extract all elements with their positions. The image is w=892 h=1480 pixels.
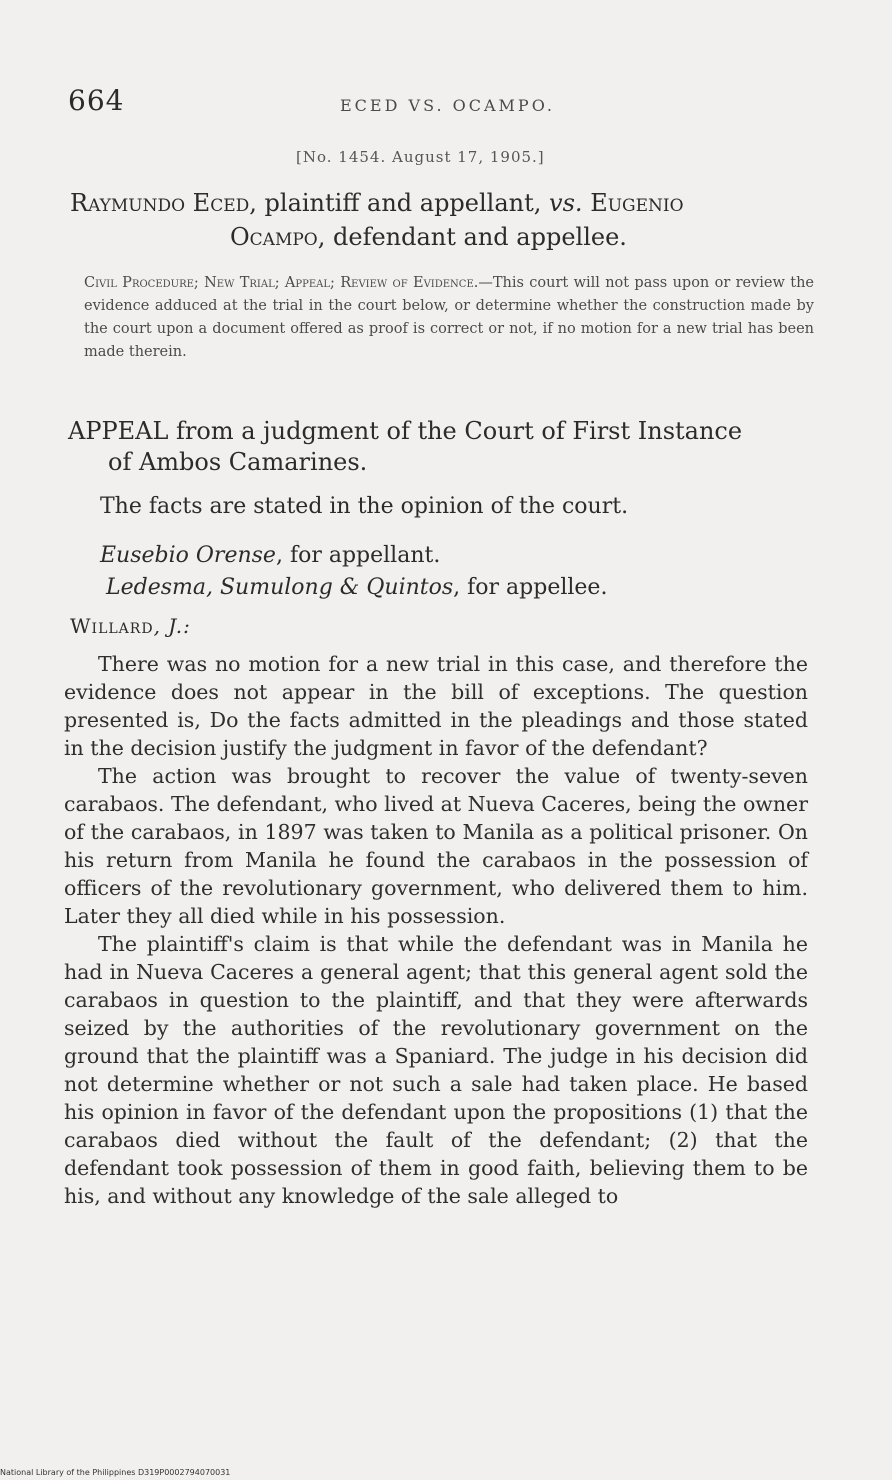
plaintiff-name: Raymundo Eced [70, 189, 250, 217]
plaintiff-role: , plaintiff and appellant, [249, 189, 550, 217]
opinion-paragraph: The plaintiff's claim is that while the defendant was in Manila he had in Nueva Caceres a general agent; that this general agent sold the carabaos in question to the plaintiff, and that they were afterwards seized by the authorities of the revolutionary government on the ground that the plaintiff was a Spaniard. The judge in his decision did not determine whether or not such a sale had taken place. He based his opinion in favor of the defendant upon the propositions (1) that the carabaos died without the fault of the defendant; (2) that the defendant took possession of them in good faith, believing them to be his, and without any knowledge of the sale alleged to [64, 932, 808, 1208]
case-parties [70, 186, 820, 254]
opinion-body [64, 650, 808, 1210]
defendant-first-name: Eugenio [590, 189, 684, 217]
syllabus [84, 272, 814, 364]
facts-statement: The facts are stated in the opinion of the court. [100, 494, 629, 519]
versus: vs. [549, 189, 583, 217]
case-number-date: [No. 1454. August 17, 1905.] [296, 148, 545, 166]
defendant-role: , defendant and appellee. [317, 223, 627, 251]
opinion-paragraph: The action was brought to recover the value of twenty-seven carabaos. The defendant, who lived at Nueva Caceres, being the owner of the carabaos, in 1897 was taken to Manila as a political prisoner. On his return from Manila he found the carabaos in the possession of officers of the revolutionary government, who delivered them to him. Later they all died while in his possession. [64, 764, 808, 928]
syllabus-heading: Civil Procedure; New Trial; Appeal; Review of Evidence. [84, 275, 479, 291]
appellee-counsel-name: Ledesma, Sumulong & Quintos [106, 575, 454, 600]
appeal-line1: from a judgment of the Court of First Instance [168, 417, 743, 445]
appeal-lead: APPEAL [68, 417, 169, 445]
syllabus-text: —This court will not pass upon or review the evidence adduced at the trial in the court below, or determine whether the construction made by the court upon a document offered as proof is correct or not, if no motion for a new trial has been made therein. [84, 275, 814, 360]
judge-heading [70, 614, 191, 638]
appellee-counsel-role: , for appellee. [453, 575, 608, 600]
page-number: 664 [68, 84, 125, 117]
judge-name: Willard [70, 614, 154, 638]
appeal-statement [68, 416, 818, 478]
appellant-counsel-role: , for appellant. [275, 543, 441, 568]
running-head: ECED VS. OCAMPO. [340, 96, 555, 115]
appellant-counsel-name: Eusebio Orense [100, 543, 276, 568]
scan-footer: National Library of the Philippines D319P0002794070031 [0, 1468, 231, 1477]
appellee-counsel-line [100, 572, 607, 604]
defendant-last-name: Ocampo [230, 223, 318, 251]
counsel-block [100, 540, 607, 604]
opinion-paragraph: There was no motion for a new trial in this case, and therefore the evidence does not appear in the bill of exceptions. The question presented is, Do the facts admitted in the pleadings and those stated in the decision justify the judgment in favor of the defendant? [64, 652, 808, 760]
appeal-line2: of Ambos Camarines. [108, 448, 368, 476]
appellant-counsel-line [100, 543, 440, 568]
judge-suffix: , J.: [153, 614, 191, 638]
